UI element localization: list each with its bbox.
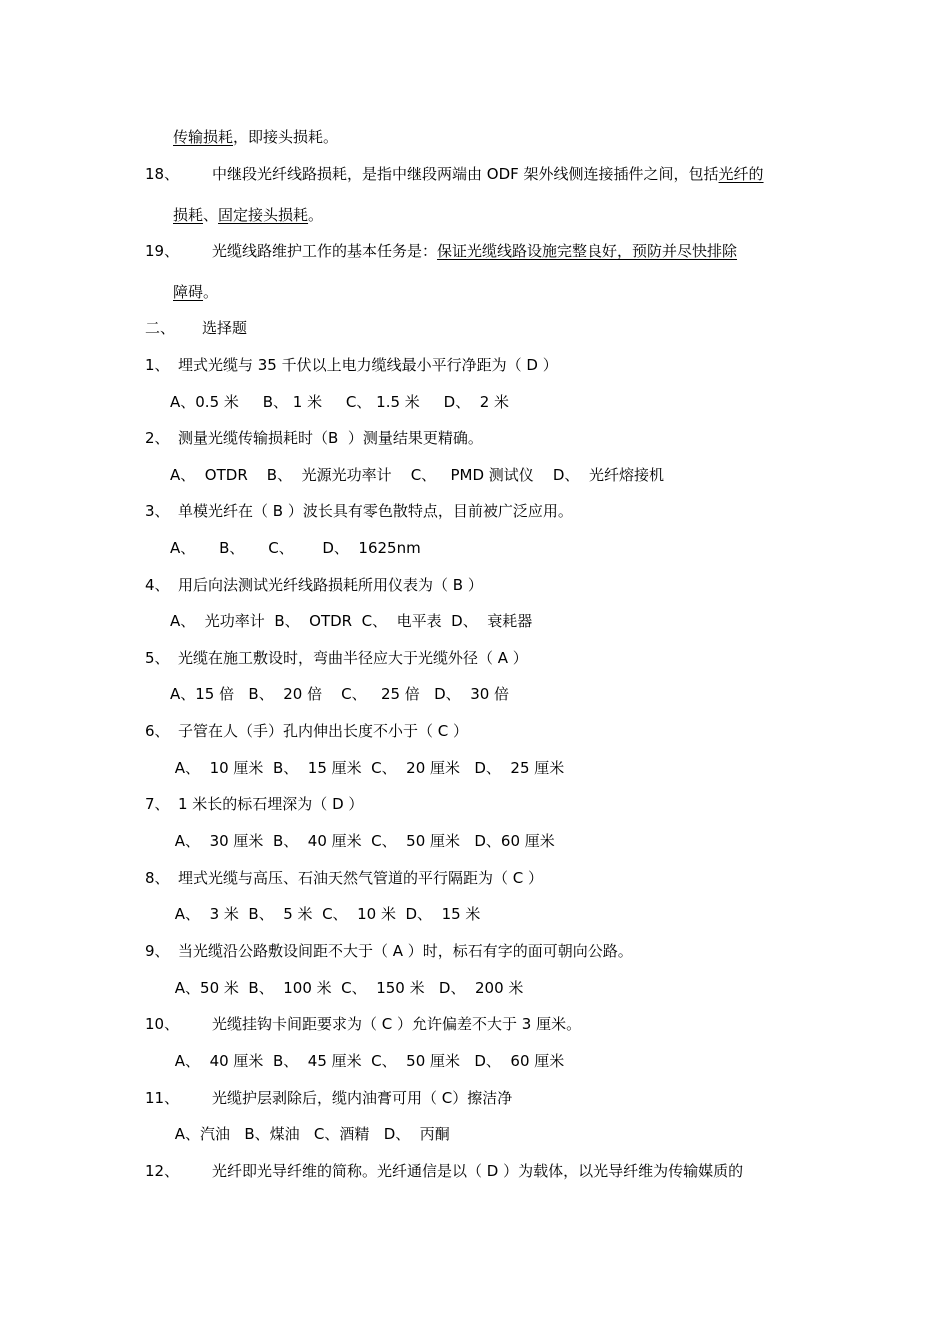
question-text: 单模光纤在（ B ）波长具有零色散特点，目前被广泛应用。 [178, 502, 573, 520]
question-number: 10、 [145, 1015, 180, 1033]
question-number: 5、 [145, 649, 170, 667]
question-6 [145, 721, 468, 741]
question-text: 光缆线路维护工作的基本任务是： [212, 242, 438, 260]
text: 、 [203, 206, 219, 224]
question-number: 7、 [145, 795, 170, 813]
question-number: 4、 [145, 576, 170, 594]
question-8 [145, 868, 543, 888]
section-title: 选择题 [202, 319, 248, 337]
options-3: A、 B、 C、 D、 1625nm [170, 539, 421, 557]
question-number: 19、 [145, 242, 180, 260]
question-number: 12、 [145, 1162, 180, 1180]
question-2 [145, 428, 483, 448]
question-number: 1、 [145, 356, 170, 374]
question-number: 18、 [145, 165, 180, 183]
question-1 [145, 355, 558, 375]
options-5: A、15 倍 B、 20 倍 C、 25 倍 D、 30 倍 [170, 685, 510, 703]
text: 。 [203, 283, 219, 301]
question-11 [145, 1088, 512, 1108]
question-text: 埋式光缆与高压、石油天然气管道的平行隔距为（ C ） [178, 869, 544, 887]
section-number: 二、 [145, 319, 176, 337]
options-7: A、 30 厘米 B、 40 厘米 C、 50 厘米 D、60 厘米 [170, 832, 555, 850]
section-heading [145, 318, 247, 338]
q19-line1 [145, 241, 737, 261]
q17-continuation [173, 127, 338, 147]
options-10: A、 40 厘米 B、 45 厘米 C、 50 厘米 D、 60 厘米 [170, 1052, 565, 1070]
question-text: 1 米长的标石埋深为（ D ） [178, 795, 364, 813]
q19-line2 [173, 282, 218, 302]
q18-line1 [145, 164, 764, 184]
question-text: 用后向法测试光纤线路损耗所用仪表为（ B ） [178, 576, 483, 594]
question-number: 8、 [145, 869, 170, 887]
question-text: 中继段光纤线路损耗，是指中继段两端由 ODF 架外线侧连接插件之间，包括 [212, 165, 719, 183]
text: 。 [308, 206, 324, 224]
question-text: 光缆护层剥除后，缆内油膏可用（ C）擦洁净 [212, 1089, 513, 1107]
question-10 [145, 1014, 581, 1034]
question-number: 6、 [145, 722, 170, 740]
answer-underline: 损耗 [173, 206, 204, 224]
question-text: 当光缆沿公路敷设间距不大于（ A ）时，标石有字的面可朝向公路。 [178, 942, 633, 960]
question-7 [145, 794, 363, 814]
answer-underline: 传输损耗 [173, 128, 234, 146]
answer-underline: 光纤的 [718, 165, 764, 183]
options-6: A、 10 厘米 B、 15 厘米 C、 20 厘米 D、 25 厘米 [170, 759, 565, 777]
question-number: 3、 [145, 502, 170, 520]
options-1: A、0.5 米 B、 1 米 C、 1.5 米 D、 2 米 [170, 393, 510, 411]
options-8: A、 3 米 B、 5 米 C、 10 米 D、 15 米 [170, 905, 481, 923]
q18-line2 [173, 205, 323, 225]
question-number: 2、 [145, 429, 170, 447]
options-11: A、汽油 B、煤油 C、酒精 D、 丙酮 [170, 1125, 450, 1143]
answer-underline: 保证光缆线路设施完整良好，预防并尽快排除 [437, 242, 738, 260]
question-12 [145, 1161, 743, 1181]
question-text: 子管在人（手）孔内伸出长度不小于（ C ） [178, 722, 469, 740]
options-9: A、50 米 B、 100 米 C、 150 米 D、 200 米 [170, 979, 524, 997]
question-number: 11、 [145, 1089, 180, 1107]
question-5 [145, 648, 528, 668]
question-4 [145, 575, 483, 595]
options-4: A、 光功率计 B、 OTDR C、 电平表 D、 衰耗器 [170, 612, 533, 630]
answer-underline: 固定接头损耗 [218, 206, 309, 224]
text: ，即接头损耗。 [233, 128, 339, 146]
question-9 [145, 941, 633, 961]
options-2: A、 OTDR B、 光源光功率计 C、 PMD 测试仪 D、 光纤熔接机 [170, 466, 664, 484]
question-text: 光缆在施工敷设时，弯曲半径应大于光缆外径（ A ） [178, 649, 528, 667]
question-text: 光纤即光导纤维的简称。光纤通信是以（ D ）为载体，以光导纤维为传输媒质的 [212, 1162, 744, 1180]
question-text: 光缆挂钩卡间距要求为（ C ）允许偏差不大于 3 厘米。 [212, 1015, 582, 1033]
answer-underline: 障碍 [173, 283, 204, 301]
question-text: 测量光缆传输损耗时（B ）测量结果更精确。 [178, 429, 483, 447]
question-3 [145, 501, 573, 521]
question-number: 9、 [145, 942, 170, 960]
question-text: 埋式光缆与 35 千伏以上电力缆线最小平行净距为（ D ） [178, 356, 558, 374]
